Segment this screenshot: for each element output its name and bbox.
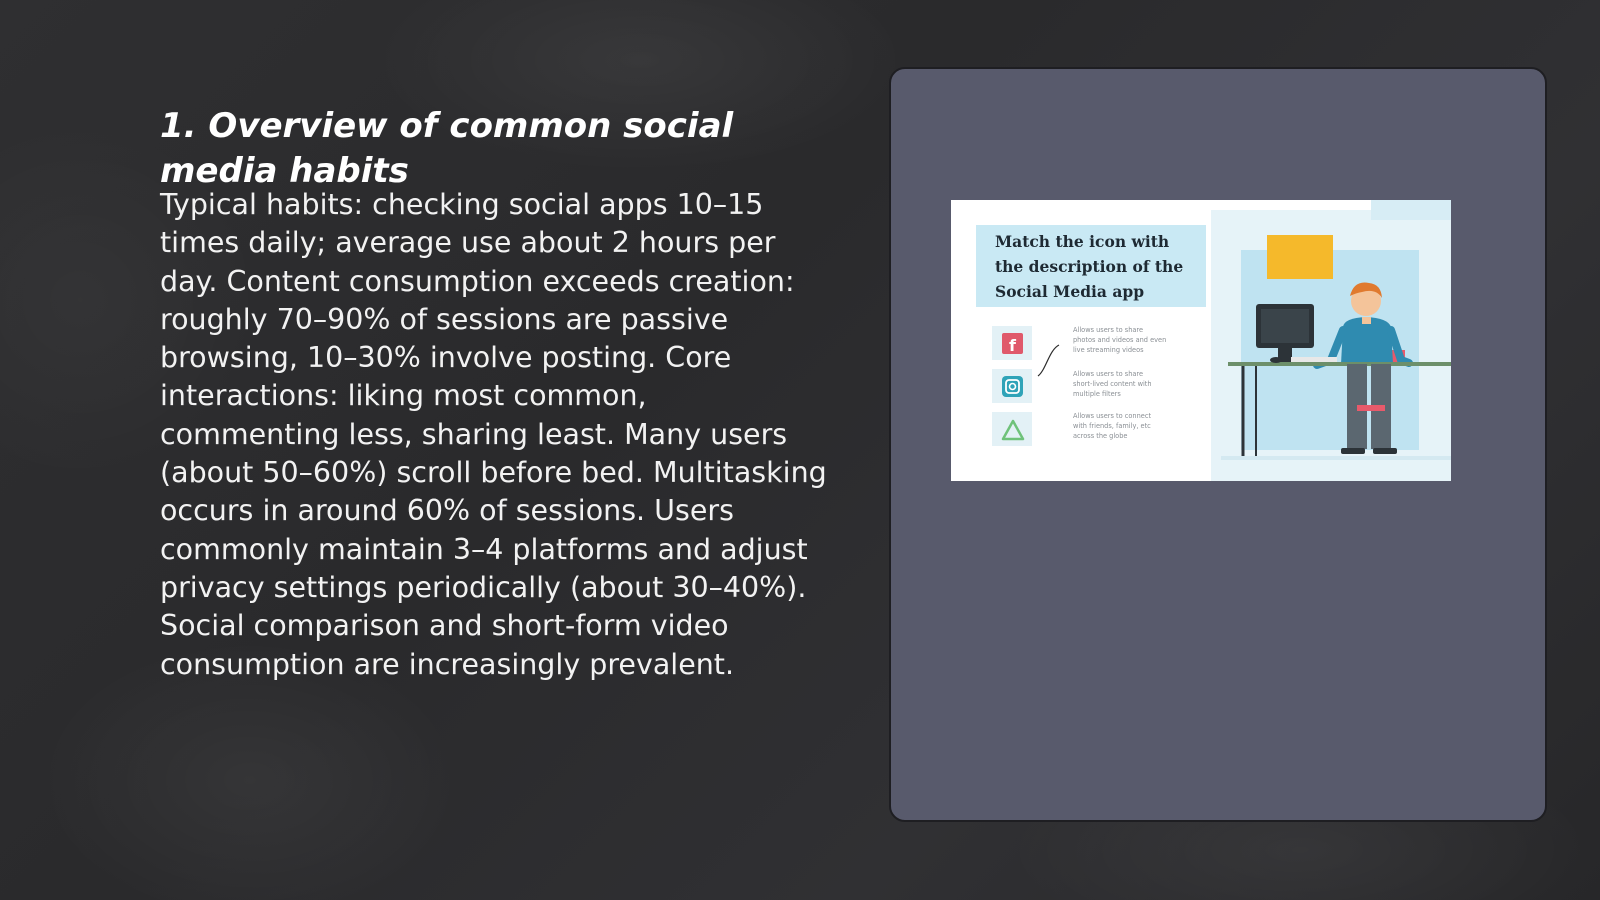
match-connector-line bbox=[1038, 345, 1059, 376]
description-text: Allows users to share photos and videos and even live streaming videos bbox=[1073, 326, 1167, 354]
thumbnail-heading-line: Match the icon with bbox=[995, 232, 1170, 251]
thumbnail-heading-line: Social Media app bbox=[995, 282, 1145, 301]
android-icon bbox=[992, 412, 1032, 446]
person-at-desk-illustration bbox=[1221, 235, 1451, 460]
svg-text:f: f bbox=[1009, 336, 1016, 355]
facebook-icon bbox=[992, 326, 1032, 360]
slide-body-text: Typical habits: checking social apps 10–15 times daily; average use about 2 hours per day. Content consumption exceeds creation: roughly 70–90% of sessions are passive browsing, 10–30% involve posting. Core interactions: liking most common, commenting less, sharing least. Many users (about 50–60%) scroll before bed. Multitasking occurs in around 60% of sessions. Users commonly maintain 3–4 platforms and adjust privacy settings periodically (about 30–40%). Social comparison and short-form video consumption are increasingly prevalent. bbox=[160, 188, 827, 681]
slide-title: 1. Overview of common social media habits bbox=[160, 106, 734, 191]
description-text: Allows users to connect with friends, family, etc across the globe bbox=[1073, 412, 1152, 440]
media-panel bbox=[889, 67, 1547, 822]
instagram-icon bbox=[992, 369, 1032, 403]
description-text: Allows users to share short-lived content with multiple filters bbox=[1073, 370, 1152, 398]
slide-thumbnail-image[interactable] bbox=[951, 200, 1451, 481]
thumbnail-heading-line: the description of the bbox=[995, 257, 1184, 276]
